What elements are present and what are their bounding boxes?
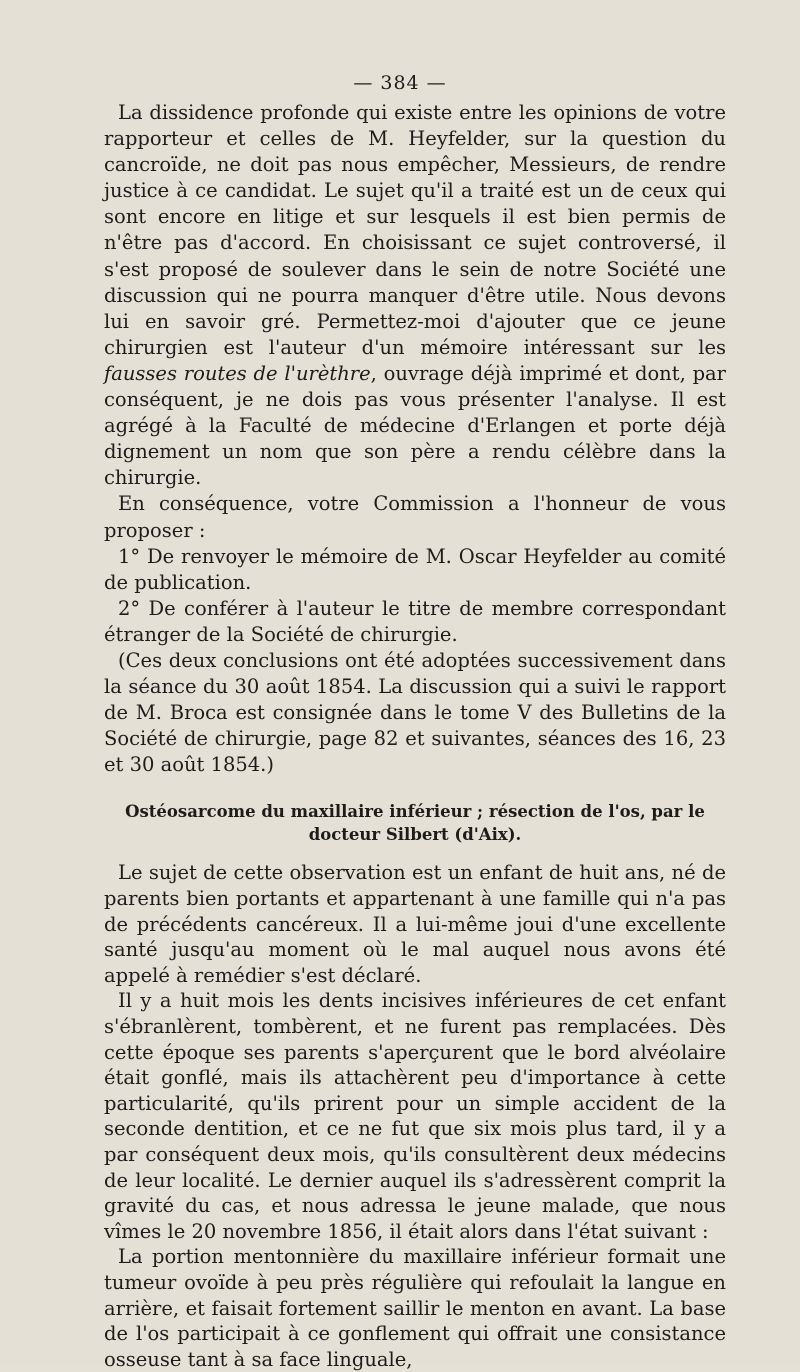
- section-heading: Ostéosarcome du maxillaire inférieur ; résection de l'os, par le docteur Silbert (d'Aix).: [125, 802, 705, 845]
- observation-section: [104, 860, 726, 1372]
- observation-paragraph-3: La portion mentonnière du maxillaire inférieur formait une tumeur ovoïde à peu près régulière qui refoulait la langue en arrière, et faisait fortement saillir le menton en avant. La base de l'os participait à ce gonflement qui offrait une consistance osseuse tant à sa face linguale,: [104, 1245, 726, 1371]
- italic-title: fausses routes de l'urèthre: [104, 361, 371, 385]
- report-paragraph-1-tail: , ouvrage déjà imprimé et dont, par conséquent, je ne dois pas vous présenter l'analyse. Il est agrégé à la Faculté de médecine d'Erlangen et porte déjà dignement un nom que son père a rendu célèbre dans la chirurgie.: [104, 361, 726, 490]
- report-paragraph-4: 2° De conférer à l'auteur le titre de membre correspondant étranger de la Société de chirurgie.: [104, 596, 726, 646]
- observation-paragraph-1: Le sujet de cette observation est un enfant de huit ans, né de parents bien portants et appartenant à une famille qui n'a pas de précédents cancéreux. Il a lui-même joui d'une excellente santé jusqu'au moment où le mal auquel nous avons été appelé à remédier s'est déclaré.: [104, 861, 726, 987]
- observation-paragraph-2: Il y a huit mois les dents incisives inférieures de cet enfant s'ébranlèrent, tombèrent, et ne furent pas remplacées. Dès cette époque ses parents s'aperçurent que le bord alvéolaire était gonflé, mais ils attachèrent peu d'importance à cette particularité, qu'ils prirent pour un simple accident de la seconde dentition, et ce ne fut que six mois plus tard, il y a par conséquent deux mois, qu'ils consultèrent deux médecins de leur localité. Le dernier auquel ils s'adressèrent comprit la gravité du cas, et nous adressa le jeune malade, que nous vîmes le 20 novembre 1856, il était alors dans l'état suivant :: [104, 989, 726, 1243]
- page-body: [104, 100, 726, 1372]
- report-paragraph-2: En conséquence, votre Commission a l'honneur de vous proposer :: [104, 492, 726, 542]
- report-paragraph-1: [104, 100, 726, 491]
- report-paragraph-3: 1° De renvoyer le mémoire de M. Oscar Heyfelder au comité de publication.: [104, 544, 726, 594]
- page-number: — 384 —: [353, 72, 447, 94]
- report-paragraph-1-text: La dissidence profonde qui existe entre les opinions de votre rapporteur et celles de M. Heyfelder, sur la question du cancroïde, ne doit pas nous empêcher, Messieurs, de rendre justice à ce candidat. Le sujet qu'il a traité est un de ceux qui sont encore en litige et sur lesquels il est bien permis de n'être pas d'accord. En choisissant ce sujet controversé, il s'est proposé de soulever dans le sein de notre Société une discussion qui ne pourra manquer d'être utile. Nous devons lui en savoir gré. Permettez-moi d'ajouter que ce jeune chirurgien est l'auteur d'un mémoire intéressant sur les: [104, 101, 726, 359]
- report-paragraph-5: (Ces deux conclusions ont été adoptées successivement dans la séance du 30 août 1854. La discussion qui a suivi le rapport de M. Broca est consignée dans le tome V des Bulletins de la Société de chirurgie, page 82 et suivantes, séances des 16, 23 et 30 août 1854.): [104, 648, 726, 777]
